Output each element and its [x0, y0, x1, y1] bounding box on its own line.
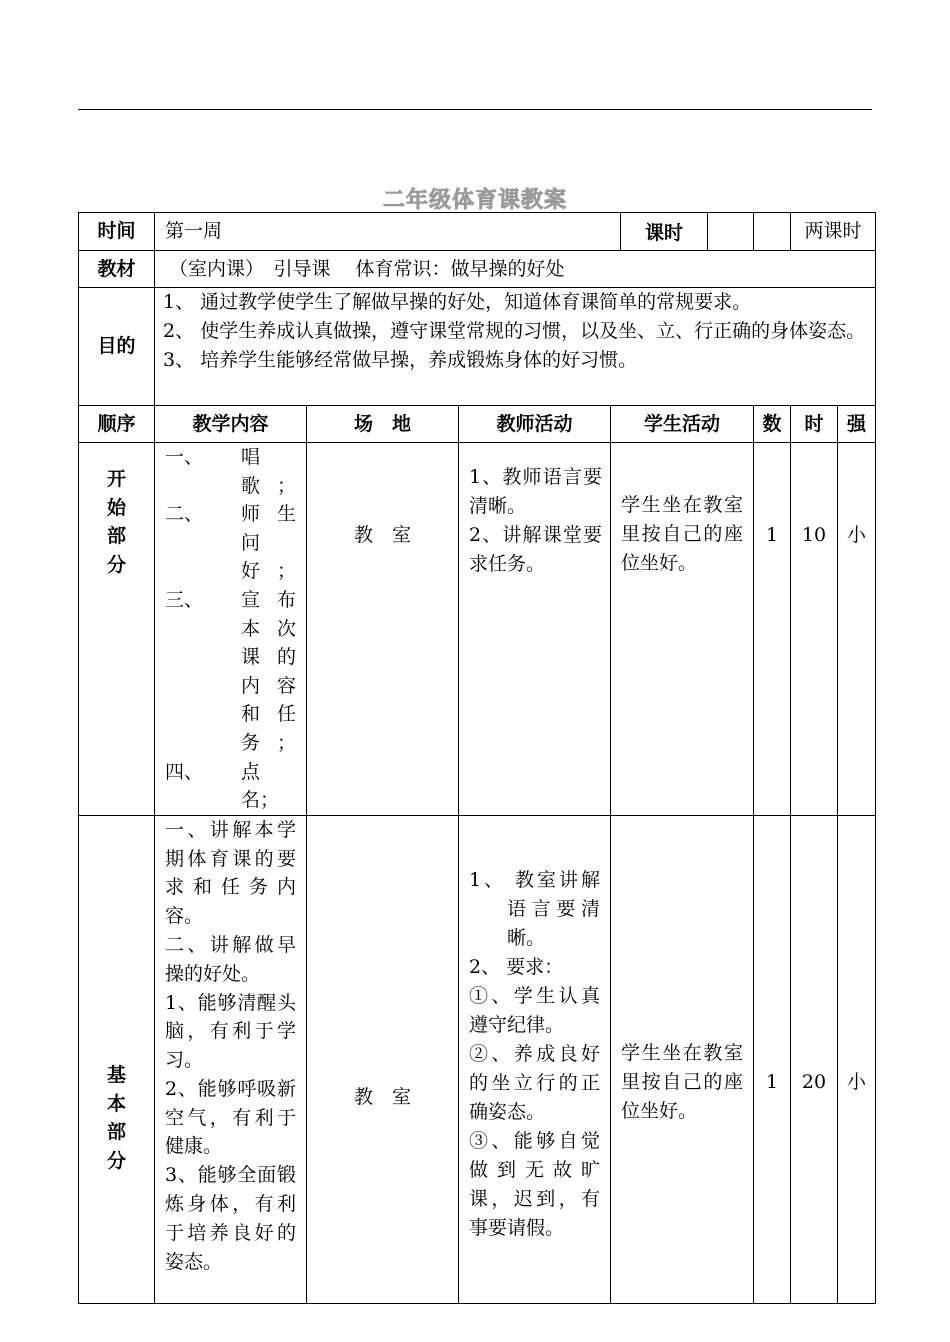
start-intensity: 小: [838, 443, 876, 816]
start-label-char: 开: [106, 468, 126, 490]
basic-content: [155, 815, 307, 1303]
time-value: 第一周: [155, 213, 754, 251]
goal-item: 2、 使学生养成认真做操，遵守课堂常规的习惯，以及坐、立、行正确的身体姿态。: [163, 320, 866, 342]
start-label-char: 始: [106, 496, 126, 519]
teacher-item: ②、养成良好的坐立行的正确姿态。: [469, 1042, 600, 1123]
teacher-item: 2、讲解课堂要求任务。: [469, 524, 602, 575]
teacher-item: 1、 教室讲解语言要清晰。: [469, 868, 600, 949]
row-material: [79, 251, 876, 288]
col-venue: 场 地: [307, 406, 459, 443]
basic-teacher: [459, 815, 611, 1303]
teacher-item: 1、教师语言要清晰。: [469, 466, 602, 517]
material-label: 教材: [79, 251, 155, 288]
start-content: [155, 443, 307, 816]
content-item: 2、能够呼吸新空气，有利于健康。: [165, 1077, 296, 1158]
basic-intensity: 小: [838, 815, 876, 1303]
start-label-char: 分: [106, 553, 126, 576]
start-teacher: [459, 443, 611, 816]
row-start-section: [79, 443, 876, 816]
start-venue: 教 室: [307, 443, 459, 816]
column-header-row: [79, 406, 876, 443]
teacher-item: ①、学生认真遵守纪律。: [469, 984, 600, 1036]
col-time: 时: [791, 406, 838, 443]
col-count: 数: [754, 406, 791, 443]
list-item: 一、 唱歌；: [165, 446, 296, 497]
basic-label-char: 本: [106, 1092, 126, 1115]
content-item: 二、讲解做早操的好处。: [165, 933, 296, 985]
list-item: 二、 师生问好；: [165, 503, 296, 583]
basic-label-char: 部: [106, 1121, 126, 1144]
basic-label-char: 分: [106, 1149, 126, 1172]
list-item: 三、 宣布本次课的内容和任务；: [165, 588, 296, 754]
teacher-item: ③、能够自觉做到无故旷课，迟到，有事要请假。: [469, 1129, 600, 1239]
goal-list: [155, 288, 876, 406]
content-item: 一、讲解本学期体育课的要求和任务内容。: [165, 818, 296, 928]
basic-count: 1: [754, 815, 791, 1303]
col-content: 教学内容: [155, 406, 307, 443]
period-value: 两课时: [791, 213, 876, 251]
start-label-char: 部: [106, 525, 126, 548]
start-student: 学生坐在教室里按自己的座位坐好。: [611, 443, 754, 816]
row-time: [79, 213, 876, 251]
start-section-label: [79, 443, 155, 816]
row-basic-section: [79, 815, 876, 1303]
header-rule: [78, 109, 872, 110]
row-goal: [79, 288, 876, 406]
col-student: 学生活动: [611, 406, 754, 443]
start-count: 1: [754, 443, 791, 816]
goal-label: 目的: [79, 288, 155, 406]
teacher-item: 2、 要求：: [469, 955, 564, 978]
document-title: 二年级体育课教案: [382, 188, 567, 213]
start-time: 10: [791, 443, 838, 816]
lesson-plan-table: [78, 212, 876, 1304]
material-value: （室内课） 引导课 体育常识：做早操的好处: [155, 251, 876, 288]
basic-section-label: [79, 815, 155, 1303]
basic-label-char: 基: [106, 1064, 126, 1087]
col-teacher: 教师活动: [459, 406, 611, 443]
period-label-spacer: [754, 213, 791, 251]
list-item: 四、 点名；: [165, 760, 280, 812]
time-label: 时间: [79, 213, 155, 251]
goal-item: 1、 通过教学使学生了解做早操的好处，知道体育课简单的常规要求。: [163, 291, 752, 313]
period-label: 课时: [620, 213, 708, 250]
basic-venue: 教 室: [307, 815, 459, 1303]
col-order: 顺序: [79, 406, 155, 443]
basic-time: 20: [791, 815, 838, 1303]
goal-item: 3、 培养学生能够经常做早操，养成锻炼身体的好习惯。: [163, 349, 638, 371]
basic-student: 学生坐在教室里按自己的座位坐好。: [611, 815, 754, 1303]
content-item: 1、能够清醒头脑，有利于学习。: [165, 991, 296, 1072]
col-intensity: 强: [838, 406, 876, 443]
content-item: 3、能够全面锻炼身体，有利于培养良好的姿态。: [165, 1164, 296, 1273]
